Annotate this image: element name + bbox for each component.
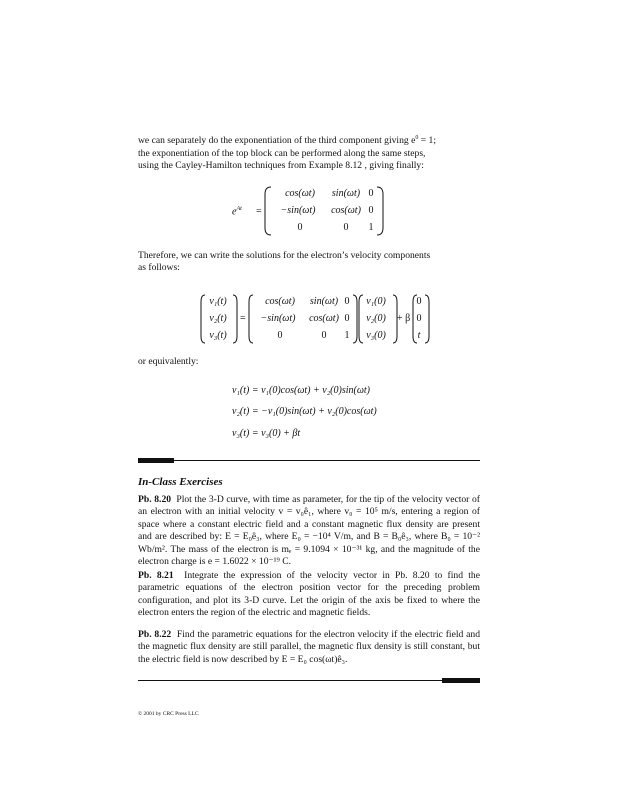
intro-line-2: the exponentiation of the top block can be performed along the same steps, [138,147,426,159]
init-v2: v₂(0) [366,313,386,324]
v-r3c2: 0 [321,330,327,341]
equivalently-text: or equivalently: [138,356,199,367]
exercise-8-20-text: Plot the 3-D curve, with time as parameter, for the tip of the velocity vector of an electron with an initial velocity v = v₀ê₁, where v₀ = 10⁵ m/s, entering a region of space where a constant electric field and a constant magnetic flux density are present and are described by: E = E₀ê₃, where E₀ = −10⁴ V/m, and B = B₀ê₃, where B₀ = 10⁻² Wb/m². The mass of the electron is mₑ = 9.1094 × 10⁻³¹ kg, and the magnitude of the electron charge is e = 1.6022 × 10⁻¹⁹ C. [138,494,481,568]
intro-line-3: using the Cayley-Hamilton techniques from Example 8.12 , giving finally: [138,160,424,171]
init-v1: v₁(0) [366,296,386,307]
exercise-8-22-label: Pb. 8.22 [138,629,172,640]
component-eq-2: v₂(t) = −v₁(0)sin(ωt) + v₂(0)cos(ωt) [232,406,377,417]
exercise-8-21-label: Pb. 8.21 [138,570,174,581]
v-r1c1: cos(ωt) [265,296,295,307]
section-title: In-Class Exercises [138,476,223,488]
intro-line-1-end: = 1; [418,135,437,147]
lhs-v2: v₂(t) [209,313,227,324]
exercise-8-21 [138,570,480,620]
m-r3c1: 0 [297,222,303,233]
v-r2c2: cos(ωt) [309,313,339,324]
therefore-line-2: as follows: [138,262,180,274]
extra-e1: 0 [416,296,422,307]
lhs-right-bracket [232,294,238,344]
v-r1c3: 0 [344,296,350,307]
m-r2c1: −sin(ωt) [280,205,316,216]
velocity-equals: = [240,313,246,324]
m-r1c1: cos(ωt) [285,188,315,199]
lhs-v3: v₃(t) [209,330,227,341]
init-v3: v₃(0) [366,330,386,341]
bottom-divider-line [138,680,480,681]
intro-line-1: we can separately do the exponentiation of the third component giving e [138,135,416,147]
v-r2c3: 0 [344,313,350,324]
v-r2c1: −sin(ωt) [260,313,296,324]
therefore-line-1: Therefore, we can write the solutions for the electron’s velocity components [138,250,431,261]
right-bracket [376,186,384,236]
m-r2c3: 0 [368,205,374,216]
component-eq-1: v₁(t) = v₁(0)cos(ωt) + v₂(0)sin(ωt) [232,385,370,396]
m-r2c2: cos(ωt) [331,205,361,216]
velocity-matrix-equation [200,294,424,346]
matrix-lhs-superscript: At [236,206,242,212]
left-bracket [264,186,272,236]
intro-paragraph [138,132,480,172]
exercise-8-22 [138,629,480,666]
exercise-8-21-text: Integrate the expression of the velocity vector in Pb. 8.20 to find the parametric equations of the electron position vector for the preceding problem configuration, and plot its 3-D curve. Let the origin of the axis be fixed to where the electron enters the region of the electric and magnetic fields. [138,570,480,619]
matrix-equals: = [256,206,262,217]
v-r3c1: 0 [277,330,283,341]
plus-beta: + β [397,313,411,324]
bottom-divider-block [442,678,480,683]
lhs-v1: v₁(t) [209,296,227,307]
exercise-8-22-text: Find the parametric equations for the electron velocity if the electric field and the magnetic flux density are still parallel, the magnetic flux density is still constant, but the electric field is now described by E = E₀ cos(ωt)ê₃. [138,629,481,665]
matrix-lhs: e [232,206,237,218]
m-r3c2: 0 [343,222,349,233]
exercise-8-20-label: Pb. 8.20 [138,494,172,505]
section-divider-line [138,460,480,461]
exercise-8-20 [138,494,480,568]
extra-e3: t [417,330,421,341]
extra-e2: 0 [416,313,422,324]
m-r3c3: 1 [368,222,374,233]
intro-line-1-superscript: 0 [415,135,419,141]
therefore-paragraph [138,250,480,275]
extra-right-bracket [424,294,430,344]
section-divider-block [138,458,174,463]
m-r1c3: 0 [368,188,374,199]
copyright-footer: © 2001 by CRC Press LLC [138,711,199,717]
exponential-matrix-equation [232,186,392,238]
v-r1c2: sin(ωt) [309,296,339,307]
component-eq-3: v₃(t) = v₃(0) + βt [232,428,301,439]
v-r3c3: 1 [344,330,350,341]
m-r1c2: sin(ωt) [331,188,361,199]
